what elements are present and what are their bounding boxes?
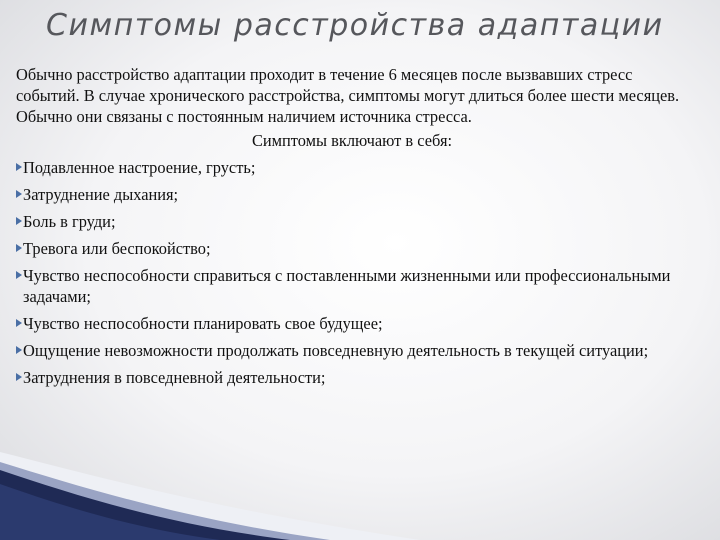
list-item-text: Боль в груди; (23, 212, 116, 231)
triangle-bullet-icon (16, 217, 22, 225)
symptoms-lead: Симптомы включают в себя: (251, 131, 453, 150)
list-item (16, 238, 688, 259)
triangle-bullet-icon (16, 244, 22, 252)
list-item-text: Тревога или беспокойство; (23, 239, 211, 258)
slide-title: Симптомы расстройства адаптации (46, 8, 664, 43)
list-item (16, 157, 688, 178)
triangle-bullet-icon (16, 319, 22, 327)
triangle-bullet-icon (16, 271, 22, 279)
slide-body (16, 64, 688, 394)
symptoms-list (16, 157, 688, 388)
list-item (16, 211, 688, 232)
list-item (16, 184, 688, 205)
triangle-bullet-icon (16, 163, 22, 171)
list-item (16, 265, 688, 307)
triangle-bullet-icon (16, 346, 22, 354)
list-item-text: Чувство неспособности планировать свое будущее; (23, 314, 383, 333)
list-item-text: Затруднение дыхания; (23, 185, 179, 204)
intro-paragraph: Обычно расстройство адаптации проходит в течение 6 месяцев после вызвавших стресс событий. В случае хронического расстройства, симптомы могут длиться более шести месяцев. Обычно они связаны с постоянным наличием источника стресса. (16, 65, 680, 126)
list-item (16, 367, 688, 388)
triangle-bullet-icon (16, 373, 22, 381)
list-item-text: Подавленное настроение, грусть; (23, 158, 256, 177)
list-item-text: Затруднения в повседневной деятельности; (23, 368, 326, 387)
list-item (16, 340, 688, 361)
list-item (16, 313, 688, 334)
list-item-text: Ощущение невозможности продолжать повседневную деятельность в текущей ситуации; (23, 341, 649, 360)
triangle-bullet-icon (16, 190, 22, 198)
list-item-text: Чувство неспособности справиться с поставленными жизненными или профессиональными задачами; (23, 266, 671, 306)
